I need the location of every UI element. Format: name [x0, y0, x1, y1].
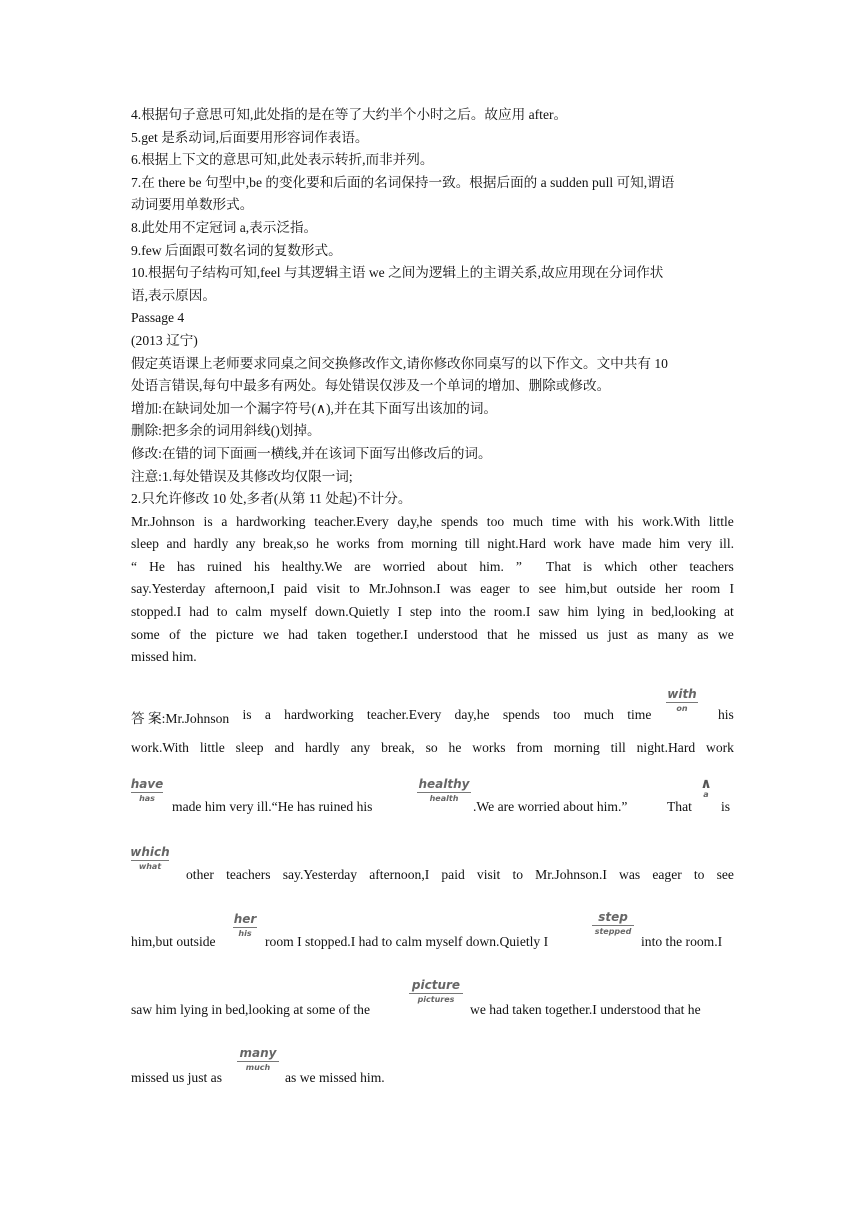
essay-word: of: [169, 626, 181, 642]
essay-line: [131, 578, 734, 601]
explanation-9: 9.few 后面跟可数名词的复数形式。: [131, 242, 342, 258]
answer-word: till: [610, 740, 626, 755]
essay-word: as: [636, 626, 649, 642]
answer-line-4: [186, 867, 734, 883]
answer-word: hardly: [304, 740, 340, 755]
essay-word: break,so: [262, 536, 309, 552]
answer-section: [130, 687, 734, 1100]
essay-word: I: [397, 604, 402, 620]
essay-word: hardworking: [236, 513, 306, 529]
essay-word: any: [235, 536, 256, 552]
essay-word: just: [607, 626, 628, 642]
answer-word: break,: [381, 740, 415, 755]
essay-word: taken: [317, 626, 347, 642]
answer-word: hardworking: [284, 707, 354, 722]
essay-word: room: [691, 581, 721, 597]
answer-word: a: [264, 707, 271, 722]
answer-word: was: [619, 867, 641, 882]
answer-word: his: [717, 707, 734, 722]
essay-word: till: [464, 536, 480, 552]
essay-word: “: [131, 558, 138, 574]
explanation-10-cont: 语,表示原因。: [131, 287, 216, 303]
essay-word: with: [584, 513, 609, 529]
essay-word: work.With: [642, 513, 701, 529]
essay-word: him,but: [565, 581, 608, 597]
essay-word: morning: [411, 536, 458, 552]
essay-word: That: [546, 558, 571, 574]
essay-word: in: [632, 604, 644, 620]
essay-word: Mr.Johnson.I: [368, 581, 441, 597]
essay-word: his: [253, 558, 270, 574]
essay-word: is: [203, 513, 213, 529]
answer-text: room I stopped.I had to calm myself down.Quietly I: [265, 934, 549, 949]
answer-word: see: [716, 867, 734, 882]
essay-word: to: [216, 604, 228, 620]
essay-word: had: [189, 604, 209, 620]
document-body: [131, 104, 734, 669]
answer-word: time: [627, 707, 652, 722]
answer-word: is: [242, 707, 252, 722]
answer-word: he: [448, 740, 462, 755]
essay-word: her: [664, 581, 683, 597]
essay-word: to: [349, 581, 360, 597]
answer-word: Mr.Johnson.I: [535, 867, 607, 882]
essay-word: he: [516, 626, 530, 642]
essay-word: stopped.I: [131, 604, 182, 620]
answer-word: so: [425, 740, 438, 755]
answer-word: much: [583, 707, 614, 722]
essay-word: room.I: [493, 604, 531, 620]
essay-word: about: [437, 558, 468, 574]
correction-mark: healthy health: [418, 777, 470, 803]
essay-word: we: [263, 626, 279, 642]
correction-mark: her his: [233, 912, 257, 938]
essay-word: I: [729, 581, 734, 597]
answer-text: made him very ill.“He has ruined his: [172, 799, 373, 814]
explanation-5: 5.get 是系动词,后面要用形容词作表语。: [131, 129, 369, 145]
answer-text: into the room.I: [641, 934, 723, 949]
essay-word: other: [649, 558, 678, 574]
essay-word: day,he: [397, 513, 433, 529]
essay-word: calm: [235, 604, 262, 620]
essay-word: from: [377, 536, 404, 552]
answer-word: is: [721, 799, 731, 814]
answer-word: spends: [502, 707, 540, 722]
essay-word: are: [354, 558, 371, 574]
answer-text: saw him lying in bed,looking at some of the: [131, 1002, 370, 1017]
essay-word: ruined: [207, 558, 242, 574]
answer-text: him,but outside: [131, 934, 216, 949]
explanation-7-cont: 动词要用单数形式。: [131, 197, 254, 213]
essay-word: lying: [596, 604, 625, 620]
essay-word: that: [487, 626, 508, 642]
essay-line: [131, 556, 734, 579]
essay-word: and: [166, 536, 187, 552]
essay-word: too: [486, 513, 505, 529]
essay-word: picture: [215, 626, 254, 642]
essay-word: visit: [316, 581, 340, 597]
answer-word: visit: [476, 867, 501, 882]
essay-word: him: [658, 536, 681, 552]
instruction-line: 处语言错误,每句中最多有两处。每处错误仅涉及一个单词的增加、删除或修改。: [131, 378, 611, 394]
essay-word: us: [586, 626, 599, 642]
answer-word: other: [186, 867, 214, 882]
correction-mark: picture pictures: [407, 978, 465, 1004]
essay-word: his: [617, 513, 634, 529]
essay-word: much: [512, 513, 544, 529]
essay-line: [131, 624, 734, 647]
essay-word: many: [657, 626, 688, 642]
essay-word: sleep: [131, 536, 159, 552]
essay-word: made: [622, 536, 652, 552]
essay-word: outside: [616, 581, 656, 597]
essay-word: understood: [417, 626, 478, 642]
essay-word: was: [449, 581, 472, 597]
answer-word: and: [274, 740, 295, 755]
correction-mark: step stepped: [590, 910, 636, 936]
answer-text: missed us just as: [131, 1070, 223, 1085]
essay-word: together.I: [356, 626, 408, 642]
essay-word: him.: [479, 558, 504, 574]
answer-text: as we missed him.: [285, 1070, 385, 1085]
essay-word: saw: [538, 604, 560, 620]
explanation-6: 6.根据上下文的意思可知,此处表示转折,而非并列。: [131, 152, 434, 168]
answer-word: paid: [441, 867, 465, 882]
essay-word: spends: [441, 513, 479, 529]
answer-word: to: [693, 867, 705, 882]
essay-word: he: [316, 536, 329, 552]
essay-word: very: [687, 536, 712, 552]
answer-line-1: [131, 707, 734, 727]
essay-word: ill.: [719, 536, 734, 552]
answer-word: little: [199, 740, 225, 755]
correction-mark: which what: [130, 845, 170, 871]
essay-word: little: [708, 513, 734, 529]
correction-mark: have has: [130, 777, 164, 803]
essay-word: teacher.Every: [314, 513, 389, 529]
essay-word: He: [149, 558, 165, 574]
passage-title: Passage 4: [131, 310, 185, 326]
essay-word: into: [439, 604, 462, 620]
essay-line: [131, 511, 734, 534]
explanation-7: 7.在 there be 句型中,be 的变化要和后面的名词保持一致。根据后面的 a sudden pull 可知,谓语: [131, 174, 675, 190]
passage-source: (2013 辽宁): [131, 332, 198, 348]
answer-word: to: [512, 867, 524, 882]
explanation-10: 10.根据句子结构可知,feel 与其逻辑主语 we 之间为逻辑上的主谓关系,故应用现在分词作状: [131, 265, 664, 281]
essay-word: myself: [269, 604, 307, 620]
essay-word: eager: [480, 581, 510, 597]
essay-word: we: [717, 626, 734, 642]
answer-word: That: [667, 799, 692, 814]
correction-mark: ∧ a: [700, 776, 712, 799]
answer-word: teachers: [226, 867, 271, 882]
instruction-modify: 修改:在错的词下面画一横线,并在该词下面写出修改后的词。: [131, 445, 492, 461]
essay-word: him: [567, 604, 589, 620]
answer-word: too: [553, 707, 571, 722]
essay-word: as: [697, 626, 709, 642]
answer-word: any: [350, 740, 371, 755]
explanation-8: 8.此处用不定冠词 a,表示泛指。: [131, 219, 318, 235]
answer-word: morning: [553, 740, 600, 755]
instruction-add: 增加:在缺词处加一个漏字符号(∧),并在其下面写出该加的词。: [131, 400, 498, 416]
answer-text: :Mr.Johnson: [161, 711, 230, 726]
answer-word: works: [472, 740, 506, 755]
instruction-delete: 删除:把多余的词用斜线()划掉。: [131, 423, 321, 439]
essay-word: worried: [382, 558, 426, 574]
essay-word: night.Hard: [487, 536, 546, 552]
answer-label: 答 案: [131, 711, 162, 726]
essay-word: some: [131, 626, 160, 642]
essay-word: step: [410, 604, 432, 620]
answer-word: night.Hard: [636, 740, 696, 755]
essay-word: healthy.We: [281, 558, 343, 574]
essay-word: is: [582, 558, 593, 574]
essay-text: [131, 511, 734, 647]
answer-word: afternoon,I: [369, 867, 430, 882]
essay-word: has: [176, 558, 196, 574]
essay-word: work: [553, 536, 582, 552]
essay-word: paid: [283, 581, 308, 597]
essay-word: bed,looking: [651, 604, 716, 620]
essay-word: missed: [539, 626, 577, 642]
essay-word: see: [538, 581, 557, 597]
essay-word: have: [588, 536, 615, 552]
answer-word: sleep: [235, 740, 264, 755]
essay-word: to: [518, 581, 530, 597]
instruction-note-1: 注意:1.每处错误及其修改均仅限一词;: [131, 468, 353, 484]
answer-word: teacher.Every: [366, 707, 442, 722]
essay-word: had: [288, 626, 308, 642]
essay-word: afternoon,I: [214, 581, 275, 597]
essay-word: ”: [515, 558, 522, 574]
essay-word: Mr.Johnson: [131, 513, 195, 529]
essay-line: [131, 533, 734, 556]
essay-word: the: [469, 604, 486, 620]
answer-word: from: [516, 740, 543, 755]
answer-word: say.Yesterday: [282, 867, 358, 882]
essay-line: [131, 601, 734, 624]
essay-last-line: missed him.: [131, 649, 197, 665]
answer-text: we had taken together.I understood that he: [470, 1002, 701, 1017]
essay-word: works: [336, 536, 370, 552]
essay-word: teachers: [689, 558, 734, 574]
correction-mark: with on: [667, 687, 697, 713]
answer-word: day,he: [454, 707, 490, 722]
essay-word: which: [604, 558, 638, 574]
essay-word: a: [221, 513, 228, 529]
answer-word: work.With: [131, 740, 189, 755]
correction-mark: many much: [235, 1046, 281, 1072]
answer-word: eager: [652, 867, 682, 882]
essay-word: hardly: [193, 536, 229, 552]
essay-word: down.Quietly: [315, 604, 390, 620]
explanation-4: 4.根据句子意思可知,此处指的是在等了大约半个小时之后。故应用 after。: [131, 107, 568, 122]
essay-word: at: [724, 604, 734, 620]
essay-word: the: [189, 626, 207, 642]
answer-word: work: [706, 740, 734, 755]
instruction-note-2: 2.只允许修改 10 处,多者(从第 11 处起)不计分。: [131, 491, 412, 507]
essay-word: say.Yesterday: [131, 581, 206, 597]
essay-word: time: [551, 513, 576, 529]
instruction-line: 假定英语课上老师要求同桌之间交换修改作文,请你修改你同桌写的以下作文。文中共有 10: [131, 355, 668, 371]
answer-line-2: [131, 740, 734, 756]
answer-text: .We are worried about him.”: [473, 799, 628, 814]
